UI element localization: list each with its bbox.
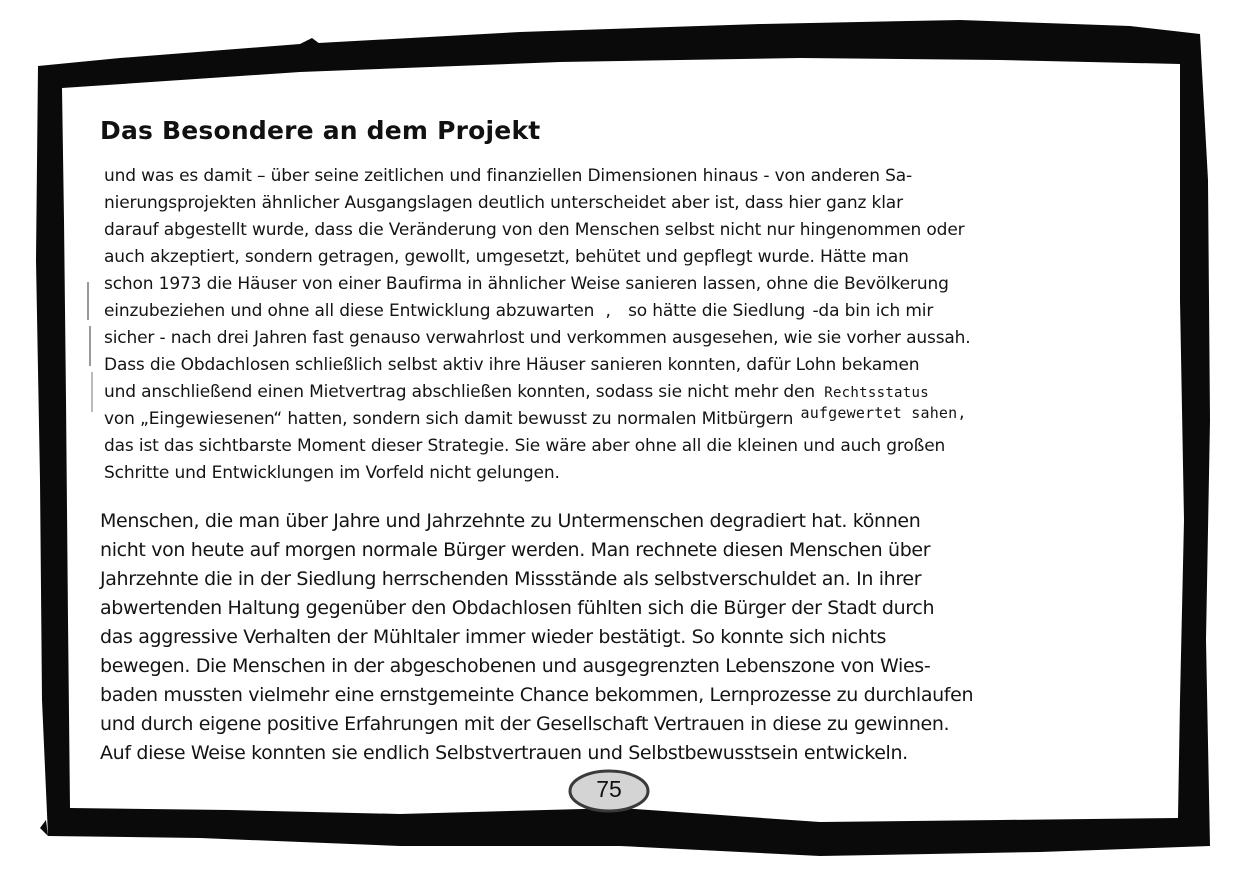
paragraph-1-line-12: Schritte und Entwicklungen im Vorfeld nicht gelungen. [104, 463, 560, 483]
page-title: Das Besondere an dem Projekt [100, 116, 541, 145]
ink-speck [300, 38, 320, 44]
paragraph-1-line-6 [104, 301, 933, 321]
paragraph-1-line-11: das ist das sichtbarste Moment dieser Strategie. Sie wäre aber ohne all die kleinen und auch großen [104, 436, 946, 456]
line-6-part-1: einzubeziehen und ohne all diese Entwicklung abzuwarten [104, 301, 595, 321]
line-10-handwritten-insert: aufgewertet sahen, [800, 404, 967, 422]
paragraph-2-line-7: baden mussten vielmehr eine ernstgemeinte Chance bekommen, Lernprozesse zu durchlaufen [100, 684, 974, 706]
paragraph-1-line-2: nierungsprojekten ähnlicher Ausgangslagen deutlich unterscheidet aber ist, dass hier ganz klar [104, 193, 903, 213]
line-9-handwritten-insert: Rechtsstatus [824, 385, 929, 401]
paragraph-2-line-8: und durch eigene positive Erfahrungen mit der Gesellschaft Vertrauen in diese zu gewinnen. [100, 713, 950, 735]
paragraph-1-line-5: schon 1973 die Häuser von einer Baufirma in ähnlicher Weise sanieren lassen, ohne die Bevölkerung [104, 274, 949, 294]
paragraph-1-line-3: darauf abgestellt wurde, dass die Veränderung von den Menschen selbst nicht nur hingenommen oder [104, 220, 965, 240]
line-10-typed: von „Eingewiesenen“ hatten, sondern sich damit bewusst zu normalen Mitbürgern [104, 409, 794, 429]
paragraph-1-line-9 [104, 382, 929, 402]
line-6-part-2: so hätte die Siedlung [628, 301, 806, 321]
line-9-typed: und anschließend einen Mietvertrag abschließen konnten, sodass sie nicht mehr den [104, 382, 815, 402]
paragraph-1-line-7: sicher - nach drei Jahren fast genauso verwahrlost und verkommen ausgesehen, wie sie vorher aussah. [104, 328, 971, 348]
paragraph-1-line-10 [104, 404, 967, 429]
ink-speck [40, 820, 48, 836]
line-6-part-3: -da bin ich mir [812, 301, 934, 321]
paragraph-2-line-3: Jahrzehnte die in der Siedlung herrschenden Missstände als selbstverschuldet an. In ihrer [100, 568, 922, 590]
paragraph-2-line-4: abwertenden Haltung gegenüber den Obdachlosen fühlten sich die Bürger der Stadt durch [100, 597, 935, 619]
line-6-comma: , [605, 301, 611, 321]
paragraph-2-line-2: nicht von heute auf morgen normale Bürger werden. Man rechnete diesen Menschen über [100, 539, 931, 561]
paragraph-1-line-4: auch akzeptiert, sondern getragen, gewollt, umgesetzt, behütet und gepflegt wurde. Hätte man [104, 247, 909, 267]
paragraph-2-line-1: Menschen, die man über Jahre und Jahrzehnte zu Untermenschen degradiert hat. können [100, 510, 921, 532]
paragraph-2-line-5: das aggressive Verhalten der Mühltaler immer wieder bestätigt. So konnte sich nichts [100, 626, 887, 648]
page-number-badge [567, 768, 651, 814]
paragraph-2-line-9: Auf diese Weise konnten sie endlich Selbstvertrauen und Selbstbewusstsein entwickeln. [100, 742, 908, 764]
page-number: 75 [596, 776, 622, 802]
paragraph-1-line-8: Dass die Obdachlosen schließlich selbst aktiv ihre Häuser sanieren konnten, dafür Lohn bekamen [104, 355, 920, 375]
paragraph-2-line-6: bewegen. Die Menschen in der abgeschobenen und ausgegrenzten Lebenszone von Wies- [100, 655, 931, 677]
paragraph-1-line-1: und was es damit – über seine zeitlichen und finanziellen Dimensionen hinaus - von anderen Sa- [104, 166, 913, 186]
